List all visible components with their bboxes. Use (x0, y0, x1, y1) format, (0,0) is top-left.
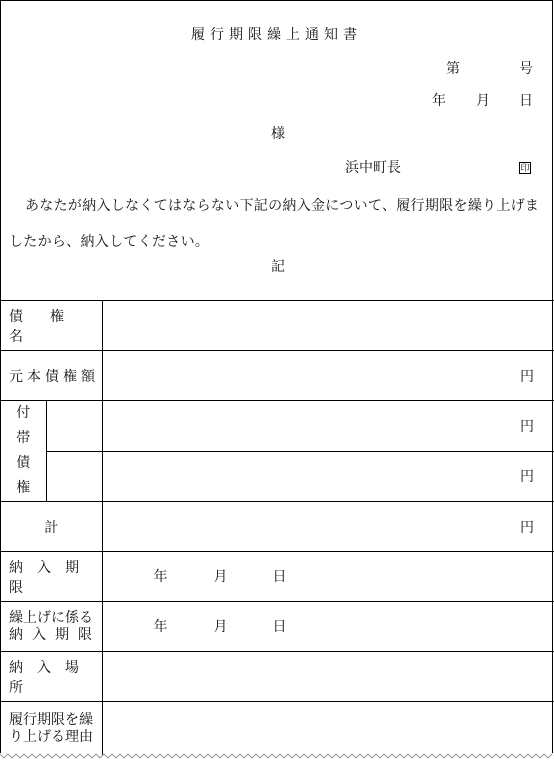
row-principal (1, 351, 554, 401)
payment-place-label: 納入場所 (9, 659, 93, 696)
row-accessory-1 (1, 401, 554, 452)
yen-unit: 円 (520, 469, 534, 486)
seal-mark: 印 (520, 164, 530, 174)
row-reason (1, 702, 554, 755)
advanced-deadline-field[interactable] (102, 602, 554, 652)
row-payment-place (1, 652, 554, 702)
row-payment-deadline (1, 552, 554, 602)
advanced-deadline-label-1: 繰上げに係る (9, 609, 93, 626)
row-total (1, 502, 554, 552)
claim-name-label: 債権名 (9, 308, 91, 345)
body-paragraph: あなたが納入しなくてはならない下記の納入金について、履行期限を繰り上げましたから、納入してください。 (9, 198, 540, 250)
reason-field[interactable] (102, 702, 554, 755)
details-table (1, 300, 554, 755)
number-prefix: 第 (446, 61, 460, 77)
principal-field[interactable] (102, 351, 554, 401)
yen-unit: 円 (520, 368, 534, 385)
reason-label-2: り上げる理由 (9, 729, 93, 745)
principal-label: 元本債権額 (9, 368, 99, 385)
claim-name-field[interactable] (102, 301, 554, 351)
date-month: 月 (476, 93, 490, 109)
advanced-deadline-label-2: 納入期限 (9, 626, 101, 643)
yen-unit: 円 (520, 519, 534, 536)
number-suffix: 号 (519, 61, 533, 77)
document-title: 履行期限繰上通知書 (191, 27, 362, 43)
accessory-label: 付 帯 債 権 (1, 401, 46, 502)
total-label: 計 (44, 519, 59, 536)
advanced-year: 年 (153, 619, 168, 635)
total-field[interactable] (102, 502, 554, 552)
row-advanced-deadline (1, 602, 554, 652)
accessory-amount-1[interactable] (102, 401, 554, 452)
row-accessory-2 (1, 451, 554, 502)
accessory-amount-2[interactable] (102, 451, 554, 502)
row-claim-name (1, 301, 554, 351)
deadline-day: 日 (272, 569, 287, 585)
torn-edge (0, 751, 554, 761)
date-day: 日 (519, 93, 533, 109)
date-year: 年 (432, 93, 446, 109)
payment-deadline-field[interactable] (102, 552, 554, 602)
issuer-name: 浜中町長 (345, 160, 401, 176)
addressee-suffix: 様 (271, 126, 285, 142)
accessory-name-2[interactable] (46, 451, 102, 502)
deadline-year: 年 (153, 569, 168, 585)
payment-place-field[interactable] (102, 652, 554, 702)
advanced-day: 日 (272, 619, 287, 635)
deadline-month: 月 (213, 569, 228, 585)
accessory-name-1[interactable] (46, 401, 102, 452)
ki-heading: 記 (271, 259, 285, 275)
reason-label-1: 履行期限を繰 (9, 712, 93, 728)
payment-deadline-label: 納入期限 (9, 559, 93, 596)
yen-unit: 円 (520, 418, 534, 435)
advanced-month: 月 (213, 619, 228, 635)
